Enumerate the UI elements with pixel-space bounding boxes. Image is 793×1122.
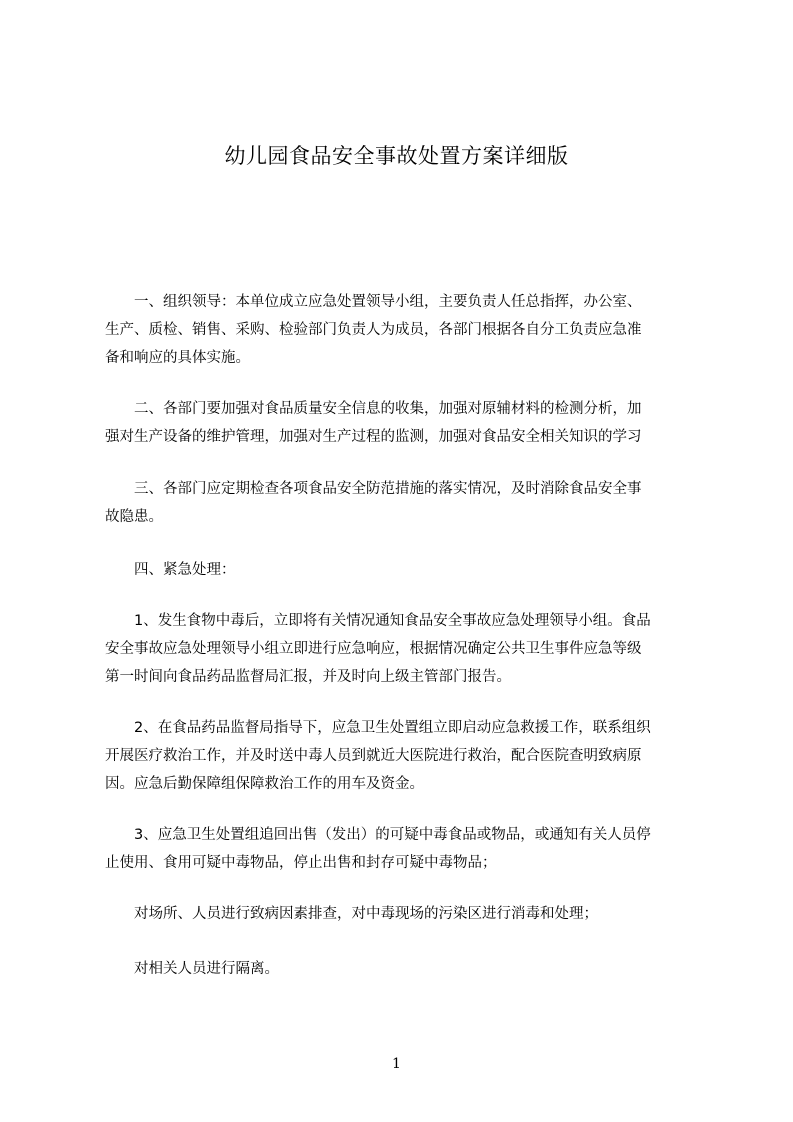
page-number: 1: [392, 1056, 401, 1072]
paragraph-line: 安全事故应急处理领导小组立即进行应急响应，根据情况确定公共卫生事件应急等级: [105, 641, 642, 657]
paragraph-step-1: [105, 607, 710, 691]
paragraph-line: 开展医疗救治工作，并及时送中毒人员到就近大医院进行救治，配合医院查明致病原: [105, 748, 642, 764]
paragraph-line: 备和响应的具体实施。: [105, 350, 250, 366]
paragraph-isolation: [105, 955, 710, 983]
paragraph-site-investigation: [105, 900, 710, 928]
paragraph-emergency-handling-heading: [105, 556, 710, 584]
paragraph-line: 1、发生食物中毒后，立即将有关情况通知食品安全事故应急处理领导小组。食品: [105, 613, 651, 629]
paragraph-line: 第一时间向食品药品监督局汇报，并及时向上级主管部门报告。: [105, 669, 511, 685]
paragraph-line: 四、紧急处理：: [105, 562, 236, 578]
paragraph-line: 一、组织领导：本单位成立应急处置领导小组，主要负责人任总指挥，办公室、: [105, 294, 642, 310]
paragraph-line: 二、各部门要加强对食品质量安全信息的收集，加强对原辅材料的检测分析，加: [105, 401, 642, 417]
paragraph-line: 2、在食品药品监督局指导下，应急卫生处置组立即启动应急救援工作，联系组织: [105, 720, 651, 736]
paragraph-step-2: [105, 714, 710, 798]
paragraph-regular-inspection: [105, 475, 710, 531]
paragraph-line: 三、各部门应定期检查各项食品安全防范措施的落实情况，及时消除食品安全事: [105, 481, 642, 497]
paragraph-line: 生产、质检、销售、采购、检验部门负责人为成员，各部门根据各自分工负责应急准: [105, 322, 642, 338]
paragraph-line: 对相关人员进行隔离。: [105, 961, 279, 977]
paragraph-line: 3、应急卫生处置组追回出售（发出）的可疑中毒食品或物品，或通知有关人员停: [105, 827, 651, 843]
paragraph-line: 故隐患。: [105, 509, 163, 525]
paragraph-organization-leadership: [105, 288, 710, 372]
paragraph-line: 止使用、食用可疑中毒物品，停止出售和封存可疑中毒物品；: [105, 855, 497, 871]
paragraph-line: 对场所、人员进行致病因素排查，对中毒现场的污染区进行消毒和处理；: [105, 906, 598, 922]
paragraph-department-strengthening: [105, 395, 710, 451]
paragraph-step-3: [105, 821, 710, 877]
paragraph-line: 强对生产设备的维护管理，加强对生产过程的监测，加强对食品安全相关知识的学习: [105, 429, 642, 445]
paragraph-line: 因。应急后勤保障组保障救治工作的用车及资金。: [105, 776, 424, 792]
document-title: 幼儿园食品安全事故处置方案详细版: [224, 144, 569, 168]
